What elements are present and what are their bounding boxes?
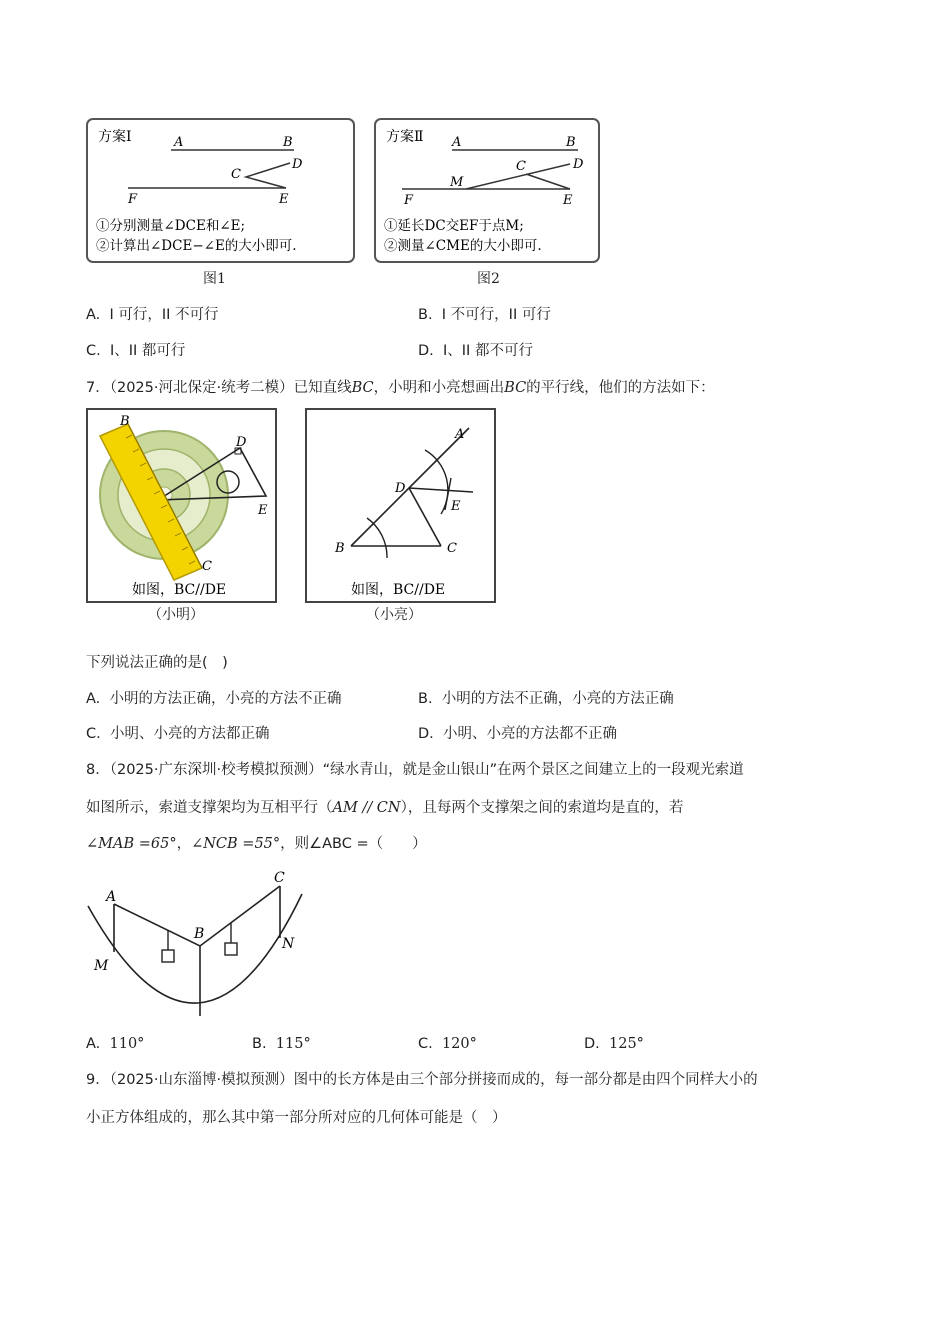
svg-text:A: A xyxy=(106,889,117,905)
q7-option-d[interactable]: D. 小明、小亮的方法都不正确 xyxy=(418,726,617,742)
svg-text:E: E xyxy=(451,499,461,514)
svg-text:B: B xyxy=(283,135,293,150)
svg-text:A: A xyxy=(174,135,184,150)
svg-text:C: C xyxy=(202,559,212,574)
svg-text:C: C xyxy=(447,541,457,556)
q9-stem-line-1: 9．（2025·山东淄博·模拟预测）图中的长方体是由三个部分拼接而成的，每一部分都是由四个同样大小的 xyxy=(86,1072,758,1088)
cableway-diagram xyxy=(80,866,310,1026)
q6-option-a[interactable]: A. I 可行，II 不可行 xyxy=(86,307,219,323)
plan-1-step-2: ②计算出∠DCE−∠E的大小即可. xyxy=(96,238,297,254)
plan-1-title: 方案Ⅰ xyxy=(98,129,132,145)
q7-option-b[interactable]: B. 小明的方法不正确，小亮的方法正确 xyxy=(418,691,674,707)
q8-option-a[interactable]: A. 110° xyxy=(86,1036,145,1052)
svg-text:C: C xyxy=(516,159,526,174)
svg-text:D: D xyxy=(292,157,303,172)
q6-option-d[interactable]: D. I、II 都不可行 xyxy=(418,343,533,359)
q7-question: 下列说法正确的是( ) xyxy=(86,655,228,671)
svg-text:B: B xyxy=(120,414,130,429)
figure-plan-2 xyxy=(374,118,600,263)
svg-text:D: D xyxy=(236,435,247,450)
q7-option-c[interactable]: C. 小明、小亮的方法都正确 xyxy=(86,726,270,742)
figure-xiaoliang xyxy=(305,408,496,603)
q6-option-b[interactable]: B. I 不可行，II 可行 xyxy=(418,307,551,323)
xiaoliang-note: 如图，BC//DE xyxy=(351,582,446,598)
q8-option-c[interactable]: C. 120° xyxy=(418,1036,477,1052)
svg-text:B: B xyxy=(335,541,345,556)
q8-stem-line-3: ∠MAB =65°，∠NCB =55°，则∠ABC =（ ） xyxy=(86,836,427,852)
plan-1-step-1: ①分别测量∠DCE和∠E; xyxy=(96,218,246,234)
svg-text:N: N xyxy=(282,936,295,952)
svg-text:F: F xyxy=(404,193,414,208)
plan-2-step-2: ②测量∠CME的大小即可. xyxy=(384,238,542,254)
svg-text:F: F xyxy=(128,192,138,207)
q8-stem-line-1: 8．（2025·广东深圳·校考模拟预测）“绿水青山，就是金山银山”在两个景区之间建立上的一段观光索道 xyxy=(86,762,744,778)
svg-text:A: A xyxy=(455,427,465,442)
figure-plan-2-diagram xyxy=(376,120,598,261)
svg-text:B: B xyxy=(194,926,205,942)
svg-text:C: C xyxy=(231,167,241,182)
svg-text:M: M xyxy=(94,958,109,974)
xiaoming-caption: （小明） xyxy=(148,607,204,623)
svg-text:C: C xyxy=(274,870,285,886)
q8-stem-line-2: 如图所示，索道支撑架均为互相平行（AM // CN），且每两个支撑架之间的索道均是直的，若 xyxy=(86,800,684,816)
svg-text:E: E xyxy=(258,503,268,518)
plan-2-title: 方案Ⅱ xyxy=(386,129,424,145)
q8-option-b[interactable]: B. 115° xyxy=(252,1036,311,1052)
xiaoliang-caption: （小亮） xyxy=(366,607,422,623)
xiaoming-note: 如图，BC//DE xyxy=(132,582,227,598)
xiaoming-diagram xyxy=(88,410,275,601)
xiaoliang-diagram xyxy=(307,410,494,601)
q7-option-a[interactable]: A. 小明的方法正确，小亮的方法不正确 xyxy=(86,691,342,707)
figure-plan-1-diagram xyxy=(88,120,353,261)
svg-text:E: E xyxy=(279,192,289,207)
svg-text:D: D xyxy=(573,157,584,172)
q6-option-c[interactable]: C. I、II 都可行 xyxy=(86,343,186,359)
figure-2-caption: 图2 xyxy=(477,271,500,287)
q7-stem: 7．（2025·河北保定·统考二模）已知直线BC，小明和小亮想画出BC的平行线，他们的方法如下： xyxy=(86,380,715,396)
svg-text:M: M xyxy=(450,175,464,190)
q9-stem-line-2: 小正方体组成的，那么其中第一部分所对应的几何体可能是（ ） xyxy=(86,1110,507,1126)
svg-text:B: B xyxy=(566,135,576,150)
svg-text:E: E xyxy=(563,193,573,208)
plan-2-step-1: ①延长DC交EF于点M; xyxy=(384,218,524,234)
svg-text:A: A xyxy=(452,135,462,150)
figure-xiaoming xyxy=(86,408,277,603)
svg-text:D: D xyxy=(395,481,406,496)
figure-1-caption: 图1 xyxy=(203,271,226,287)
q8-option-d[interactable]: D. 125° xyxy=(584,1036,644,1052)
figure-plan-1 xyxy=(86,118,355,263)
